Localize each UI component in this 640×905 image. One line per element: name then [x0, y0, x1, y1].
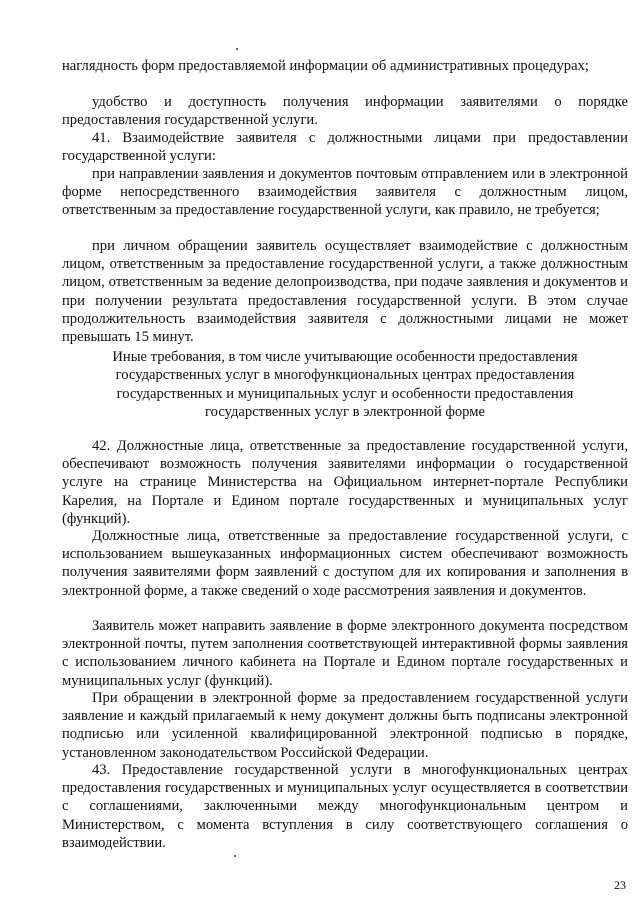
paragraph-electronic-signature: При обращении в электронной форме за предоставлением государственной услуги заявление и каждый прилагаемый к нему документ должны быть подписаны электронной подписью или усиленной квалифицированной электронной подписью в порядке, установленном законодательством Российской Федерации. — [62, 690, 628, 761]
paragraph-electronic-submission: Заявитель может направить заявление в форме электронного документа посредством электронной почты, путем заполнения соответствующей интерактивной формы заявления с использованием личного кабинета на Портале и Едином портале государственных и муниципальных услуг (функций). — [62, 618, 628, 689]
section-heading: Иные требования, в том числе учитывающие особенности предоставления государственных услуг в многофункциональных центрах предоставления государственных и муниципальных услуг и особенности предоставления государственных услуг в электронной форме — [112, 349, 578, 421]
paragraph-accessibility: удобство и доступность получения информации заявителями о порядке предоставления государственной услуги. — [62, 94, 628, 129]
paragraph-43: 43. Предоставление государственной услуги в многофункциональных центрах предоставления государственных и муниципальных услуг осуществляется в соответствии с соглашениями, заключенными между многофункциональным центром и Министерством, с момента вступления в силу соответствующего соглашения о взаимодействии. — [62, 762, 628, 851]
paragraph-personal-visit: при личном обращении заявитель осуществляет взаимодействие с должностным лицом, ответственным за предоставление государственной услуги, а также должностным лицом, ответственным за ведение делопроизводства, при подаче заявления и документов и при получении результата предоставления государственной услуги. В этом случае продолжительность взаимодействия заявителя с должностными лицами не может превышать 15 минут. — [62, 238, 628, 346]
paragraph-42: 42. Должностные лица, ответственные за предоставление государственной услуги, обеспечивают возможность получения заявителями информации о государственной услуге на странице Министерства на Официальном интернет-портале Республики Карелия, на Портале и Едином портале государственных и муниципальных услуг (функций). — [62, 438, 628, 527]
paragraph-forms-clarity: наглядность форм предоставляемой информации об административных процедурах; — [62, 58, 589, 74]
page-number: 23 — [614, 878, 626, 892]
paragraph-officials-info-systems: Должностные лица, ответственные за предоставление государственной услуги, с использованием вышеуказанных информационных систем обеспечивают возможность получения заявителями форм заявлений с доступом для их копирования и заполнения в электронной форме, а также сведений о ходе рассмотрения заявления и документов. — [62, 528, 628, 599]
scan-speck — [236, 48, 238, 50]
paragraph-41: 41. Взаимодействие заявителя с должностными лицами при предоставлении государственной услуги: — [62, 130, 628, 165]
paragraph-postal-request: при направлении заявления и документов почтовым отправлением или в электронной форме непосредственного взаимодействия заявителя с должностным лицом, ответственным за предоставление государственной услуги, как правило, не требуется; — [62, 166, 628, 219]
scan-speck — [234, 855, 236, 857]
